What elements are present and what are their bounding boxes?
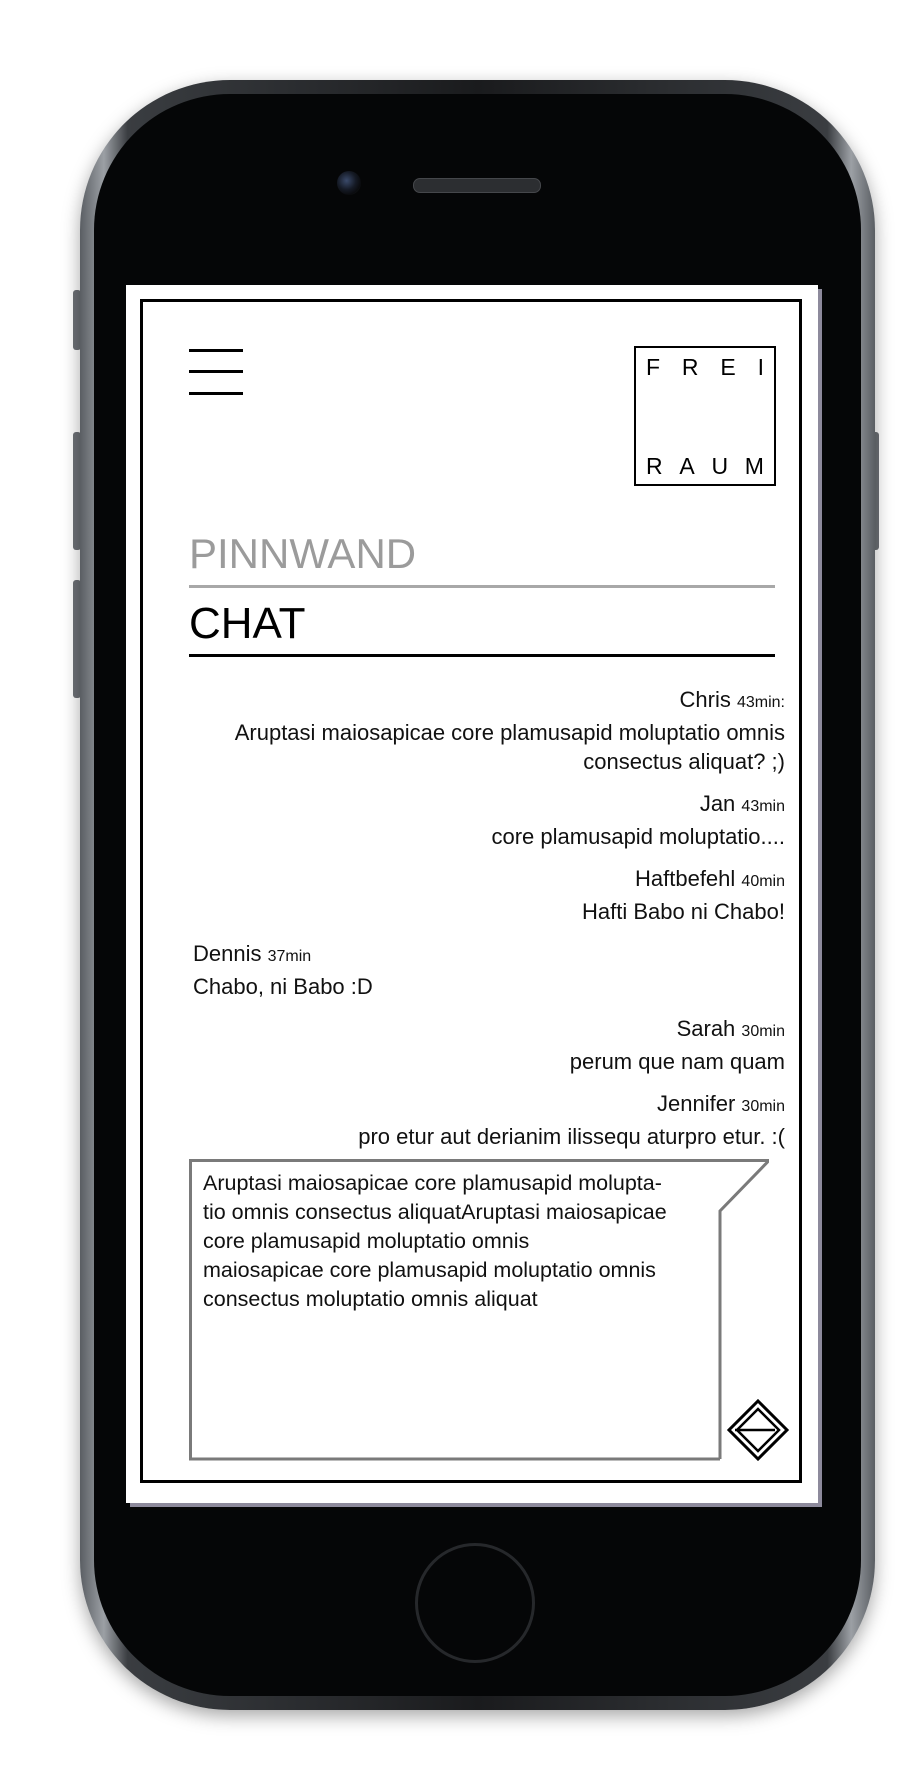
message-text: pro etur aut derianim ilissequ aturpro etur. :( — [358, 1124, 785, 1149]
chat-message — [193, 939, 785, 1001]
message-text: Aruptasi maiosapicae core plamusapid moluptatio omnis consectus aliquat? ;) — [234, 720, 785, 774]
home-button[interactable] — [415, 1543, 535, 1663]
message-text: perum que nam quam — [569, 1049, 785, 1074]
chat-message — [193, 685, 785, 776]
chat-message — [193, 1089, 785, 1151]
message-time: 30min — [741, 1023, 785, 1040]
message-time: 43min: — [736, 694, 785, 711]
app-screen — [126, 285, 818, 1503]
message-text: Chabo, ni Babo :D — [193, 974, 373, 999]
logo-line-frei: F R E I — [646, 354, 764, 380]
tab-chat[interactable]: CHAT — [189, 599, 306, 648]
freiraum-logo — [634, 346, 776, 486]
message-text: core plamusapid moluptatio.... — [491, 824, 785, 849]
message-author: Sarah — [676, 1016, 736, 1041]
chat-message — [193, 864, 785, 926]
chat-message — [193, 789, 785, 851]
logo-line-raum: R A U M — [646, 453, 764, 479]
message-input[interactable] — [189, 1159, 769, 1461]
divider-active — [189, 654, 775, 657]
hamburger-menu-icon[interactable] — [189, 349, 243, 395]
send-arrow-icon[interactable] — [727, 1399, 789, 1461]
message-time: 40min — [741, 873, 785, 890]
message-text: Hafti Babo ni Chabo! — [581, 899, 785, 924]
message-author: Dennis — [193, 941, 262, 966]
message-author: Jennifer — [657, 1091, 736, 1116]
chat-message-list — [193, 685, 785, 1164]
message-author: Haftbefehl — [635, 866, 736, 891]
earpiece-speaker — [413, 178, 541, 193]
message-header — [193, 1014, 785, 1047]
message-input-text[interactable]: Aruptasi maiosapicae core plamusapid molupta- tio omnis consectus aliquatAruptasi maiosapicae core plamusapid moluptatio omnis maiosapicae core plamusapid moluptatio omnis consectus moluptatio omnis aliquat — [203, 1171, 667, 1311]
message-time: 43min — [741, 798, 785, 815]
front-camera — [337, 171, 361, 195]
message-author: Jan — [699, 791, 736, 816]
divider — [189, 585, 775, 588]
message-header — [193, 685, 785, 718]
message-header — [193, 939, 785, 972]
chat-message — [193, 1014, 785, 1076]
message-header — [193, 789, 785, 822]
tab-pinnwand[interactable]: PINNWAND — [189, 530, 417, 577]
message-author: Chris — [679, 687, 731, 712]
message-header — [193, 1089, 785, 1122]
message-time: 30min — [741, 1098, 785, 1115]
message-header — [193, 864, 785, 897]
message-time: 37min — [267, 948, 312, 965]
app-frame — [140, 299, 802, 1483]
